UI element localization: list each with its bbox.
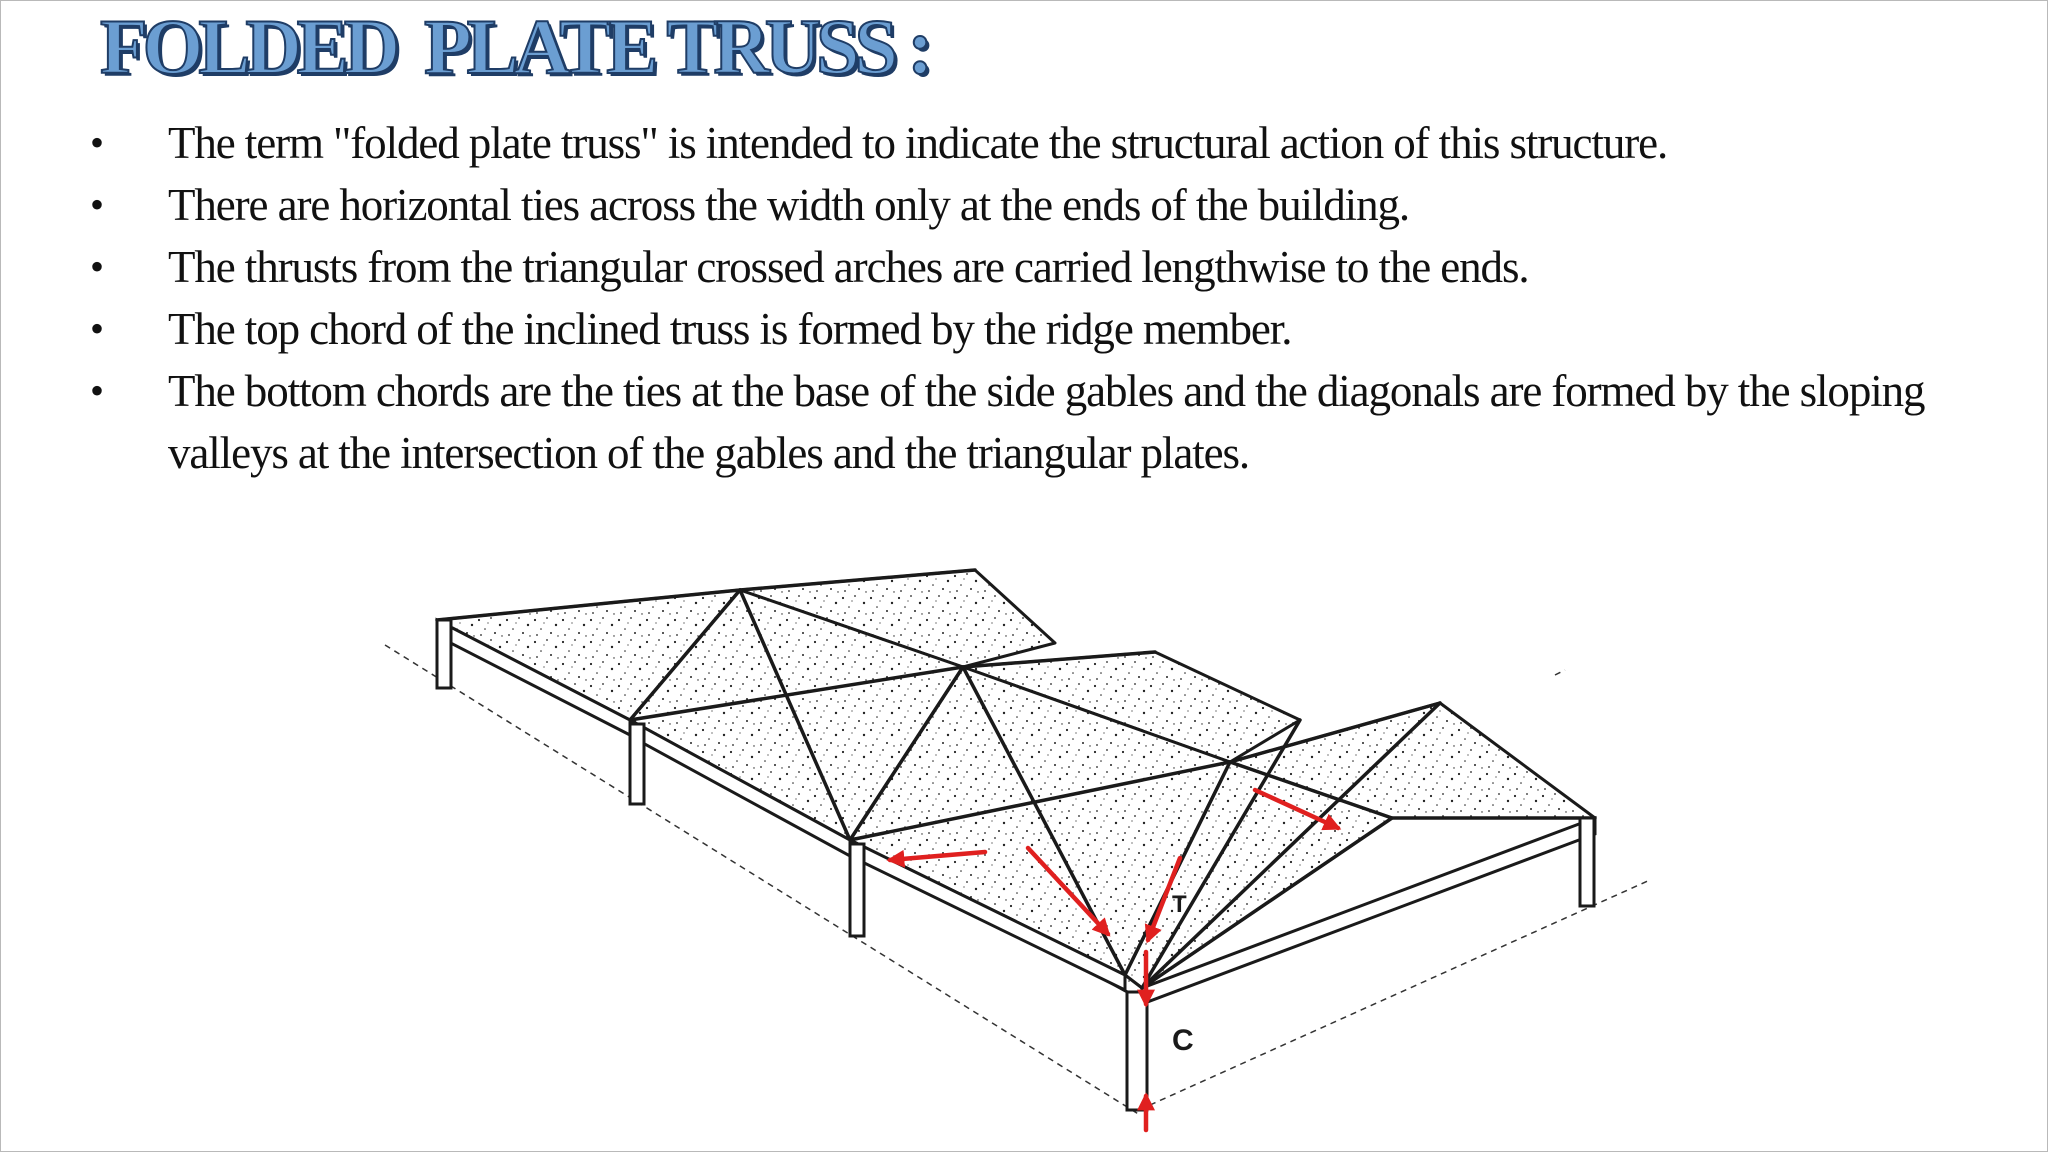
bullet-item (0, 298, 2048, 360)
label-t: T (1172, 891, 1187, 918)
bullet-marker: • (90, 306, 103, 351)
bullet-item (0, 174, 2048, 236)
bullet-item (0, 360, 2048, 484)
bullet-text: The term "folded plate truss" is intended to indicate the structural action of this structure. (168, 118, 1668, 168)
label-c: C (1172, 1024, 1194, 1057)
bullet-item (0, 112, 2048, 174)
slide-title: FOLDED PLATE TRUSS : (100, 3, 929, 90)
bullet-text: There are horizontal ties across the width only at the ends of the building. (168, 180, 1410, 230)
bullet-text: The thrusts from the triangular crossed arches are carried lengthwise to the ends. (168, 242, 1529, 292)
bullet-item (0, 236, 2048, 298)
bullet-marker: • (90, 182, 103, 227)
bullet-marker: • (90, 368, 103, 413)
bullet-text: The bottom chords are the ties at the base of the side gables and the diagonals are formed by the sloping valleys at the intersection of the gables and the triangular plates. (168, 366, 1925, 478)
bullet-marker: • (90, 244, 103, 289)
bullet-text: The top chord of the inclined truss is formed by the ridge member. (168, 304, 1292, 354)
folded-plate-truss-diagram (370, 560, 1670, 1150)
bullet-list (0, 112, 2048, 484)
bullet-marker: • (90, 120, 103, 165)
